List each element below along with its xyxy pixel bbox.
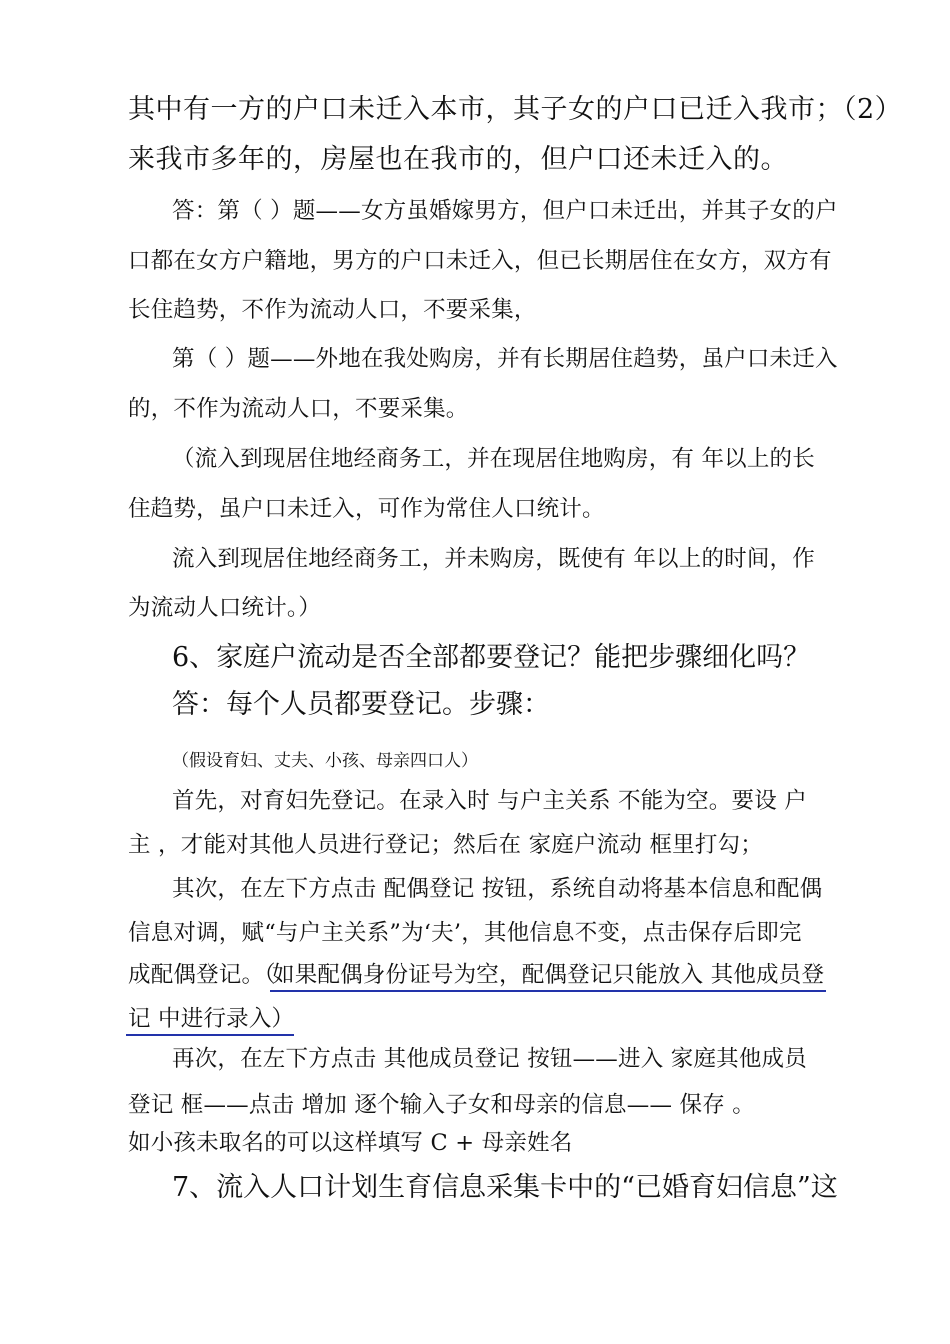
paragraph-line: 住趋势，虽户口未迁入，可作为常住人口统计。 bbox=[128, 496, 605, 522]
paragraph-line: 登记 框——点击 增加 逐个输入子女和母亲的信息—— 保存 。 bbox=[128, 1092, 755, 1118]
note-underline bbox=[270, 990, 826, 992]
note-underline bbox=[126, 1034, 294, 1036]
step-line: 再次，在左下方点击 其他成员登记 按钮——进入 家庭其他成员 bbox=[172, 1046, 807, 1072]
question-heading: 6、家庭户流动是否全部都要登记？能把步骤细化吗？ bbox=[172, 642, 811, 673]
paragraph-line: 为流动人口统计。） bbox=[128, 595, 322, 621]
underlined-note: 如果配偶身份证号为空，配偶登记只能放入 其他成员登 bbox=[272, 962, 825, 988]
paragraph-line: 主 ，才能对其他人员进行登记；然后在 家庭户流动 框里打勾； bbox=[128, 832, 763, 858]
note-line: （流入到现居住地经商务工，并在现居住地购房，有 年以上的长 bbox=[172, 446, 815, 472]
paragraph-line: 口都在女方户籍地，男方的户口未迁入，但已长期居住在女方，双方有 bbox=[128, 248, 832, 274]
paragraph-line: 信息对调，赋“与户主关系”为‘夫’，其他信息不变，点击保存后即完 bbox=[128, 920, 802, 946]
paragraph-line: 的，不作为流动人口，不要采集。 bbox=[128, 396, 469, 422]
answer-line: 第（ ）题——外地在我处购房，并有长期居住趋势，虽户口未迁入 bbox=[172, 346, 838, 372]
paragraph-line: 来我市多年的，房屋也在我市的，但户口还未迁入的。 bbox=[128, 144, 788, 175]
paragraph-line: 长住趋势，不作为流动人口，不要采集， bbox=[128, 297, 537, 323]
tip-line: 如小孩未取名的可以这样填写 C + 母亲姓名 bbox=[128, 1130, 573, 1156]
step-line: 其次，在左下方点击 配偶登记 按钮，系统自动将基本信息和配偶 bbox=[172, 876, 823, 902]
answer-line: 答：第（ ）题——女方虽婚嫁男方，但户口未迁出，并其子女的户 bbox=[172, 198, 838, 224]
answer-heading: 答：每个人员都要登记。步骤： bbox=[172, 689, 550, 720]
note-line: 流入到现居住地经商务工，并未购房，既使有 年以上的时间，作 bbox=[172, 546, 815, 572]
step-line: 首先，对育妇先登记。在录入时 与户主关系 不能为空。要设 户 bbox=[172, 788, 807, 814]
paragraph-line: 成配偶登记。（ bbox=[128, 962, 276, 988]
paragraph-line: 其中有一方的户口未迁入本市，其子女的户口已迁入我市；（2） bbox=[128, 94, 903, 125]
question-heading: 7、流入人口计划生育信息采集卡中的“已婚育妇信息”这 bbox=[172, 1172, 838, 1203]
assumption-note: （假设育妇、丈夫、小孩、母亲四口人） bbox=[172, 751, 478, 771]
underlined-note-continued: 记 中进行录入） bbox=[128, 1006, 295, 1032]
